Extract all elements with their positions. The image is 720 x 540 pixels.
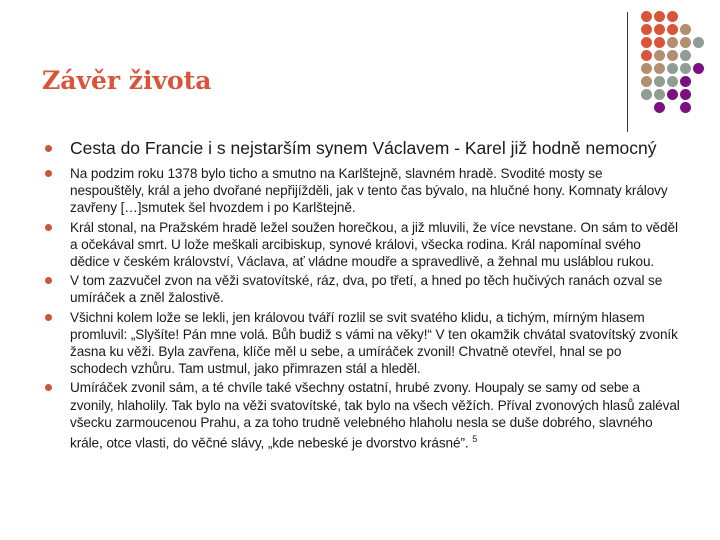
decorative-dot [641, 37, 652, 48]
bullet-item [40, 138, 680, 159]
decorative-dot [641, 11, 652, 22]
decorative-dot [641, 24, 652, 35]
decorative-line [627, 12, 628, 132]
bullet-item [40, 272, 680, 306]
decorative-dot [667, 63, 678, 74]
decorative-dot [680, 50, 691, 61]
bullet-text: Všichni kolem lože se lekli, jen královou tváří rozlil se svit svatého klidu, a tichým, mírným hlasem promluvil: „Slyšíte! Pán mne volá. Bůh budiž s vámi na věky!“ V ten okamžik chvátal svatovítský zvoník žasna ku věži. Byla zavřena, klíče měl u sebe, a umíráček zvonil! Chvatně otevřel, hnal se po schodech vzhůru. Tam ustmul, jako přimrazen stál a hleděl. [70, 309, 678, 377]
decorative-dot [654, 89, 665, 100]
bullet-icon [45, 170, 52, 177]
decorative-dot [654, 24, 665, 35]
decorative-dot [680, 37, 691, 48]
bullet-icon [45, 277, 52, 284]
bullet-item [40, 219, 680, 271]
bullet-item [40, 379, 680, 451]
decorative-dot [667, 11, 678, 22]
bullet-icon [45, 384, 52, 391]
bullet-item [40, 165, 680, 217]
decorative-dot [654, 63, 665, 74]
decorative-dot [680, 63, 691, 74]
bullet-text: Na podzim roku 1378 bylo ticho a smutno na Karlštejně, slavném hradě. Svodité mosty se nespouštěly, král a jeho dvořané nepřijížděli, jak v tento čas bývalo, na hlučné hony. Komnaty královy zavřeny […]smutek šel hvozdem i po Karlštejně. [70, 166, 668, 216]
decorative-dot [641, 50, 652, 61]
decorative-dot [654, 50, 665, 61]
footnote-marker: 5 [472, 434, 478, 445]
decorative-dot [693, 63, 704, 74]
bullet-item [40, 309, 680, 378]
bullet-text: Umíráček zvonil sám, a té chvíle také všechny ostatní, hrubé zvony. Houpaly se samy od sebe a zvonily, hlaholily. Tak bylo na věži svatovítské, tak bylo na všech věžích. Příval zvonových hlasů zaléval všecku zarmoucenou Prahu, a za toho trudně velebného hlaholu nesla se duše dobrého, slavného krále, otce vlasti, do věčné slávy, „kde nebeské je dvorstvo krásné”. [70, 380, 680, 451]
decorative-dot [654, 102, 665, 113]
slide-title: Závěr života [42, 66, 212, 95]
decorative-dot [680, 24, 691, 35]
bullet-text: Král stonal, na Pražském hradě ležel soužen horečkou, a již mluvili, že více nevstane. On sám to věděl a očekával smrt. U lože meškali arcibiskup, synové královi, všecka rodina. Král napomínal svého dědice v českém království, Václava, ať vládne moudře a spravedlivě, a žehnal mu usláblou rukou. [70, 219, 678, 270]
decorative-dot [641, 63, 652, 74]
bullet-icon [45, 314, 52, 321]
decorative-dot [667, 76, 678, 87]
bullet-icon [45, 224, 52, 231]
decorative-dot [667, 50, 678, 61]
decorative-dot [667, 37, 678, 48]
decorative-dot [654, 37, 665, 48]
decorative-dot [654, 11, 665, 22]
decorative-dot [680, 102, 691, 113]
decorative-dot [654, 76, 665, 87]
bullet-icon [45, 145, 52, 152]
decorative-dot [680, 89, 691, 100]
bullet-text: V tom zazvučel zvon na věži svatovítské, ráz, dva, po třetí, a hned po těch hučivých ranách ozval se umíráček a zněl žalostivě. [70, 273, 663, 306]
bullet-list [40, 138, 680, 454]
decorative-dot [641, 76, 652, 87]
decorative-dot [667, 89, 678, 100]
decorative-dot [641, 89, 652, 100]
decorative-dot [680, 76, 691, 87]
bullet-text: Cesta do Francie i s nejstarším synem Václavem - Karel již hodně nemocný [70, 138, 657, 158]
decorative-dot [667, 24, 678, 35]
decorative-dot [693, 37, 704, 48]
